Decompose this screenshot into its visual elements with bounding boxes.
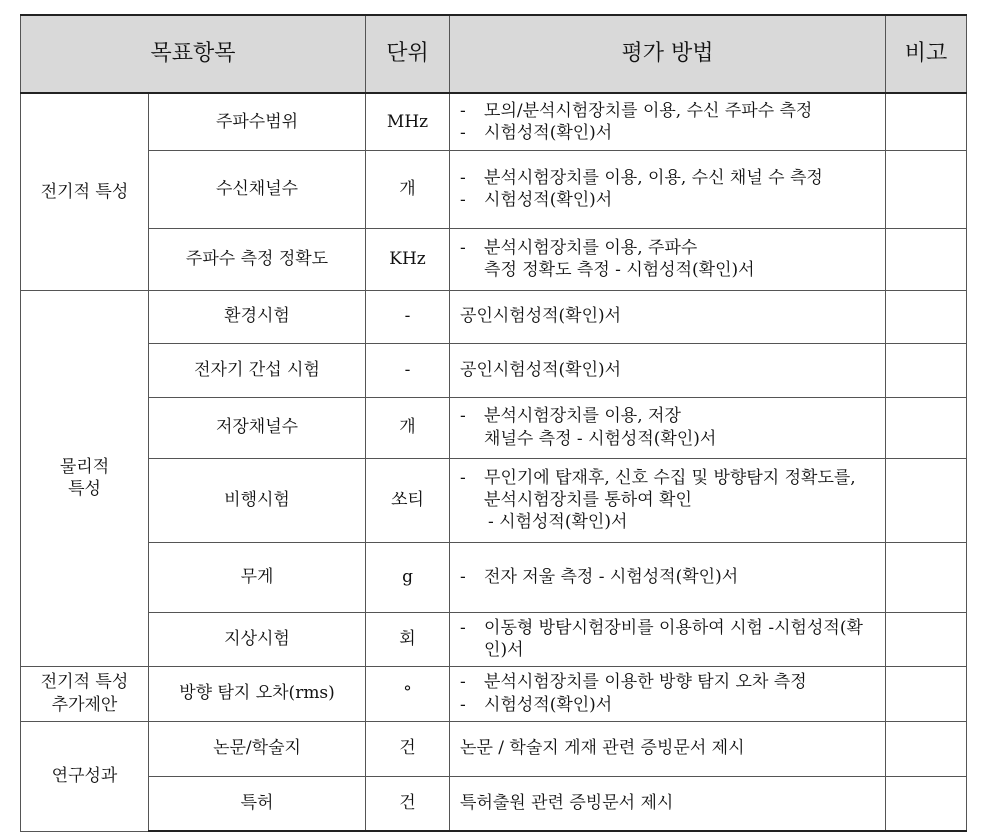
method-cell: 논문 / 학술지 게재 관련 증빙문서 제시	[450, 721, 886, 776]
remarks-cell	[886, 290, 967, 343]
header-eval-method: 평가 방법	[450, 15, 886, 93]
table-row	[21, 458, 967, 542]
unit-cell: -	[366, 290, 450, 343]
unit-cell: g	[366, 542, 450, 612]
unit-cell: 쏘티	[366, 458, 450, 542]
remarks-cell	[886, 721, 967, 776]
item-cell: 특허	[149, 776, 366, 831]
method-cell: - 무인기에 탑재후, 신호 수집 및 방향탐지 정확도를, 분석시험장치를 통하여 확인 - 시험성적(확인)서	[450, 458, 886, 542]
method-line: 모의/분석시험장치를 이용, 수신 주파수 측정	[484, 100, 813, 121]
header-row	[21, 15, 967, 93]
method-line: 분석시험장치를 이용, 저장	[484, 406, 681, 427]
method-line: 무인기에 탑재후, 신호 수집 및 방향탐지 정확도를, 분석시험장치를 통하여 확인	[484, 467, 856, 510]
unit-cell: 회	[366, 612, 450, 666]
header-target-item: 목표항목	[21, 15, 366, 93]
method-line: 분석시험장치를 이용한 방향 탐지 오차 측정	[484, 672, 807, 693]
item-cell: 환경시험	[149, 290, 366, 343]
method-cell: - 전자 저울 측정 - 시험성적(확인)서	[450, 542, 886, 612]
table-row	[21, 721, 967, 776]
remarks-cell	[886, 397, 967, 458]
group-electrical: 전기적 특성	[21, 93, 149, 290]
item-cell: 지상시험	[149, 612, 366, 666]
method-cell: - 분석시험장치를 이용, 주파수 측정 정확도 측정 - 시험성적(확인)서	[450, 228, 886, 290]
group-extra-line: 전기적 특성	[40, 672, 129, 693]
table-row	[21, 776, 967, 831]
table-row	[21, 666, 967, 721]
method-line: 시험성적(확인)서	[484, 122, 613, 143]
item-cell: 논문/학술지	[149, 721, 366, 776]
method-line: 이동형 방탐시험장비를 이용하여 시험 -시험성적(확인)서	[484, 617, 863, 660]
unit-cell: °	[366, 666, 450, 721]
group-physical-line: 물리적	[59, 456, 110, 477]
table-row	[21, 150, 967, 228]
table-row	[21, 542, 967, 612]
method-cell: 특허출원 관련 증빙문서 제시	[450, 776, 886, 831]
remarks-cell	[886, 150, 967, 228]
table-row	[21, 343, 967, 397]
group-research: 연구성과	[21, 721, 149, 831]
evaluation-table	[20, 14, 967, 832]
unit-cell: 건	[366, 776, 450, 831]
item-cell: 저장채널수	[149, 397, 366, 458]
table-row	[21, 290, 967, 343]
table-row	[21, 93, 967, 150]
unit-cell: 건	[366, 721, 450, 776]
method-line: 전자 저울 측정 - 시험성적(확인)서	[484, 566, 739, 587]
group-physical	[21, 290, 149, 666]
remarks-cell	[886, 612, 967, 666]
group-extra-line: 추가제안	[51, 694, 118, 715]
remarks-cell	[886, 228, 967, 290]
item-cell: 무게	[149, 542, 366, 612]
unit-cell: KHz	[366, 228, 450, 290]
method-line: 측정 정확도 측정 - 시험성적(확인)서	[484, 260, 755, 280]
unit-cell: 개	[366, 150, 450, 228]
item-cell: 주파수범위	[149, 93, 366, 150]
table-row	[21, 228, 967, 290]
method-cell: - 모의/분석시험장치를 이용, 수신 주파수 측정 - 시험성적(확인)서	[450, 93, 886, 150]
method-cell: - 분석시험장치를 이용한 방향 탐지 오차 측정 - 시험성적(확인)서	[450, 666, 886, 721]
table-row	[21, 397, 967, 458]
remarks-cell	[886, 458, 967, 542]
method-line: 시험성적(확인)서	[484, 190, 613, 210]
item-cell: 비행시험	[149, 458, 366, 542]
method-cell: 공인시험성적(확인)서	[450, 290, 886, 343]
method-line: - 시험성적(확인)서	[488, 512, 628, 533]
item-cell: 수신채널수	[149, 150, 366, 228]
table-row	[21, 612, 967, 666]
remarks-cell	[886, 666, 967, 721]
method-cell: - 이동형 방탐시험장비를 이용하여 시험 -시험성적(확인)서	[450, 612, 886, 666]
method-cell: 공인시험성적(확인)서	[450, 343, 886, 397]
remarks-cell	[886, 93, 967, 150]
item-cell: 주파수 측정 정확도	[149, 228, 366, 290]
group-extra	[21, 666, 149, 721]
method-line: 분석시험장치를 이용, 주파수	[484, 237, 698, 258]
item-cell: 전자기 간섭 시험	[149, 343, 366, 397]
remarks-cell	[886, 343, 967, 397]
item-cell: 방향 탐지 오차(rms)	[149, 666, 366, 721]
header-remarks: 비고	[886, 15, 967, 93]
remarks-cell	[886, 776, 967, 831]
header-unit: 단위	[366, 15, 450, 93]
unit-cell: -	[366, 343, 450, 397]
unit-cell: MHz	[366, 93, 450, 150]
method-cell: - 분석시험장치를 이용, 이용, 수신 채널 수 측정 - 시험성적(확인)서	[450, 150, 886, 228]
remarks-cell	[886, 542, 967, 612]
method-line: 시험성적(확인)서	[484, 694, 613, 715]
group-physical-line: 특성	[68, 479, 101, 499]
method-cell: - 분석시험장치를 이용, 저장 채널수 측정 - 시험성적(확인)서	[450, 397, 886, 458]
unit-cell: 개	[366, 397, 450, 458]
method-line: 분석시험장치를 이용, 이용, 수신 채널 수 측정	[484, 167, 823, 188]
method-line: 채널수 측정 - 시험성적(확인)서	[484, 428, 717, 449]
